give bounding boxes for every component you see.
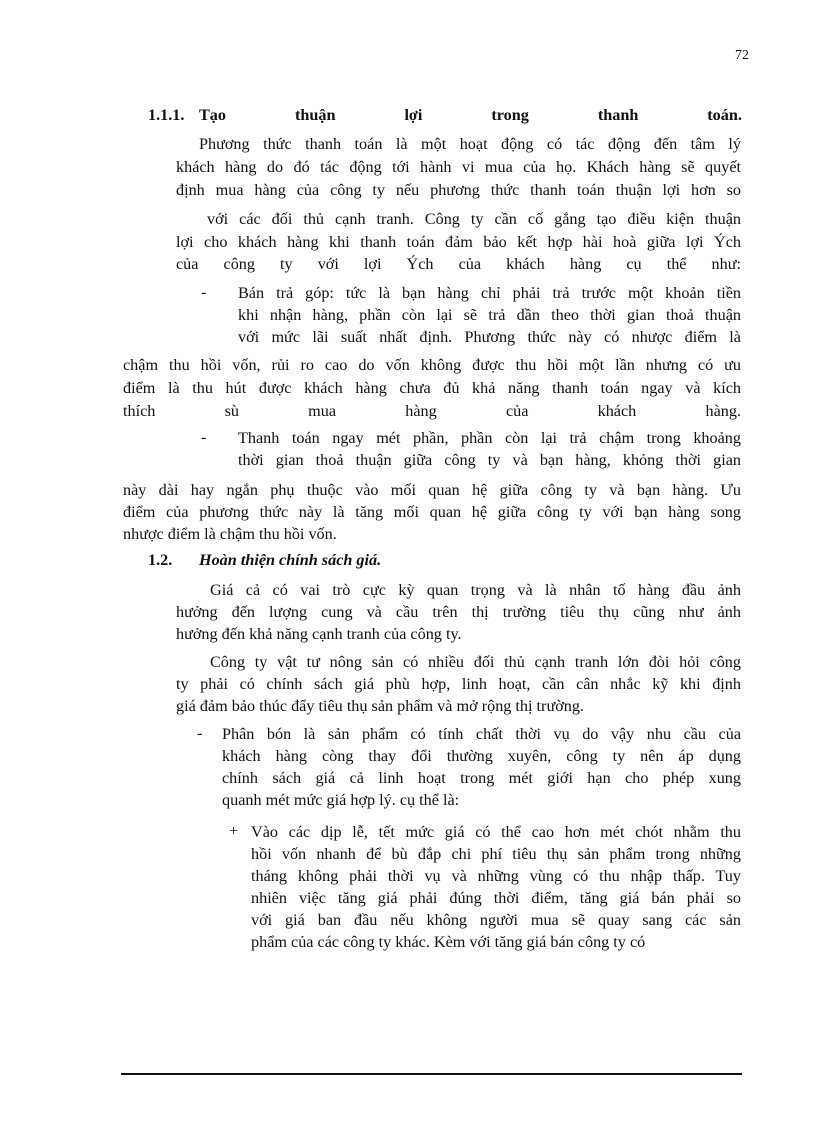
bullet-line: Thanh toán ngay mét phần, phần còn lại trả chậm trong khoảng: [238, 429, 741, 447]
heading-word: Tạo: [199, 106, 226, 124]
sub-bullet-line: với giá ban đầu nếu không người mua sẽ quay sang các sản: [251, 911, 741, 929]
paragraph-line: thích sù mua hàng của khách hàng.: [123, 402, 741, 420]
section-heading-title: Hoàn thiện chính sách giá.: [199, 551, 382, 569]
paragraph-line: ty phải có chính sách giá phù hợp, linh hoạt, cần cân nhắc kỹ khi định: [176, 675, 741, 693]
bullet-line: quanh mét mức giá hợp lý. cụ thể là:: [222, 791, 460, 809]
heading-word: trong: [491, 106, 529, 124]
paragraph-line: điểm của phương thức này là tăng mối quan hệ giữa công ty với bạn hàng song: [123, 503, 741, 521]
paragraph-line: Phương thức thanh toán là một hoạt động có tác động đến tâm lý: [199, 135, 741, 153]
bullet-line: thời gian thoả thuận giữa công ty và bạn hàng, khỏng thời gian: [238, 451, 741, 469]
bullet-line: khách hàng còng thay đổi thường xuyên, công ty nên áp dụng: [222, 747, 741, 765]
sub-bullet-line: nhiên việc tăng giá phải đúng thời điểm, tăng giá bán phải so: [251, 889, 741, 907]
heading-word: toán.: [707, 106, 742, 124]
paragraph-line: với các đối thủ cạnh tranh. Công ty cần cố gắng tạo điều kiện thuận: [207, 210, 741, 228]
paragraph-line: khách hàng do đó tác động tới hành vi mua của họ. Khách hàng sẽ quyết: [176, 158, 741, 176]
sub-bullet-line: hồi vốn nhanh để bù đắp chi phí tiêu thụ sản phẩm trong những: [251, 845, 741, 863]
page-number: 72: [735, 48, 749, 63]
heading-word: thanh: [597, 106, 639, 124]
plus-marker: +: [229, 822, 239, 840]
bullet-line: chính sách giá cả linh hoạt trong mét giới hạn cho phép xung: [222, 769, 741, 787]
dash-marker: -: [201, 283, 207, 301]
footer-rule: [121, 1073, 742, 1075]
heading-word: lợi: [404, 106, 423, 124]
dash-marker: -: [197, 724, 203, 742]
section-heading-1-1-1: [148, 106, 742, 128]
paragraph-line: nhược điểm là chậm thu hồi vốn.: [123, 525, 337, 543]
paragraph-line: hưởng đến khả năng cạnh tranh của công ty.: [176, 625, 462, 643]
section-heading-number: 1.2.: [148, 551, 173, 569]
bullet-line: khi nhận hàng, phần còn lại sẽ trả dần theo thời gian thoả thuận: [238, 306, 741, 324]
bullet-line: với mức lãi suất nhất định. Phương thức này có nhược điểm là: [238, 328, 741, 346]
paragraph-line: định mua hàng của công ty nếu phương thức thanh toán thuận lợi hơn so: [176, 181, 741, 199]
paragraph-line: Công ty vật tư nông sản có nhiều đối thủ cạnh tranh lớn đòi hỏi công: [210, 653, 741, 671]
sub-bullet-line: phẩm của các công ty khác. Kèm với tăng giá bán công ty có: [251, 933, 646, 951]
bullet-line: Bán trả góp: tức là bạn hàng chỉ phải trả trước một khoản tiền: [238, 284, 741, 302]
paragraph-line: điểm là thu hút được khách hàng chưa đủ khả năng thanh toán ngay và kích: [123, 379, 741, 397]
paragraph-line: lợi cho khách hàng khi thanh toán đảm bảo kết hợp hài hoà giữa lợi Ých: [176, 233, 741, 251]
dash-marker: -: [201, 428, 207, 446]
bullet-line: Phân bón là sản phẩm có tính chất thời vụ do vậy nhu cầu của: [222, 725, 741, 743]
paragraph-line: của công ty với lợi Ých của khách hàng cụ thể như:: [176, 255, 741, 273]
paragraph-line: chậm thu hồi vốn, rủi ro cao do vốn không được thu hồi một lần nhưng có ưu: [123, 356, 741, 374]
paragraph-line: Giá cả có vai trò cực kỳ quan trọng và là nhân tố hàng đầu ảnh: [210, 581, 741, 599]
heading-number: 1.1.1.: [148, 106, 185, 124]
sub-bullet-line: Vào các dịp lễ, tết mức giá có thể cao hơn mét chót nhằm thu: [251, 823, 741, 841]
sub-bullet-line: tháng không phải thời vụ và những vùng có thu nhập thấp. Tuy: [251, 867, 741, 885]
paragraph-line: giá đảm bảo thúc đẩy tiêu thụ sản phẩm và mở rộng thị trường.: [176, 697, 585, 715]
heading-word: thuận: [294, 106, 336, 124]
heading-title: [199, 106, 742, 125]
paragraph-line: này dài hay ngắn phụ thuộc vào mối quan hệ giữa công ty và bạn hàng. Ưu: [123, 481, 741, 499]
paragraph-line: hưởng đến lượng cung và cầu trên thị trường tiêu thụ cũng như ảnh: [176, 603, 741, 621]
